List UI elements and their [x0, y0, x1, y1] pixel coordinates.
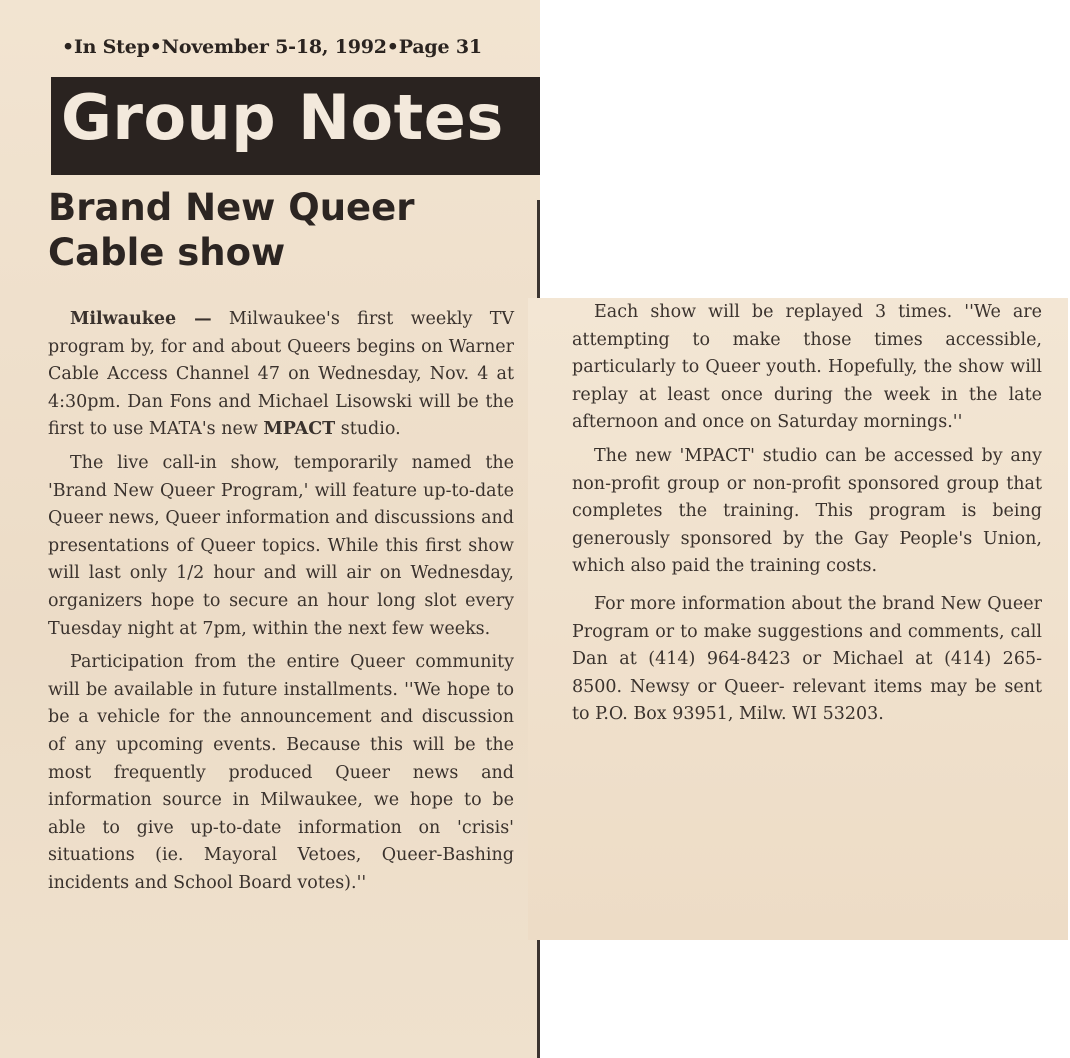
masthead: •In Step•November 5-18, 1992•Page 31	[62, 36, 482, 58]
headline	[48, 185, 518, 275]
paragraph-1-bold: MPACT	[263, 419, 336, 440]
paragraph-1	[48, 306, 514, 444]
paragraph-5: The new 'MPACT' studio can be accessed by any non-profit group or non-profit sponsored group that completes the training. This program is being generously sponsored by the Gay People's Union, which also paid the training costs.	[572, 445, 1042, 577]
headline-line-2: Cable show	[48, 231, 286, 274]
paragraph-3: Participation from the entire Queer community will be available in future installments. ''We hope to be a vehicle for the announcement and discussion of any upcoming events. Because this will be the most frequently produced Queer news and information source in Milwaukee, we hope to be able to give up-to-date information on 'crisis' situations (ie. Mayoral Vetoes, Queer-Bashing incidents and School Board votes).''	[48, 652, 514, 893]
headline-line-1: Brand New Queer	[48, 186, 415, 229]
article-column-left	[48, 306, 514, 903]
paragraph-2: The live call-in show, temporarily named the 'Brand New Queer Program,' will feature up-to-date Queer news, Queer information and discussions and presentations of Queer topics. While this first show will last only 1/2 hour and will air on Wednesday, organizers hope to secure an hour long slot every Tuesday night at 7pm, within the next few weeks.	[48, 452, 514, 639]
article-column-right	[572, 299, 1042, 735]
section-banner	[51, 77, 540, 175]
section-title: Group Notes	[61, 81, 504, 154]
paragraph-4: Each show will be replayed 3 times. ''We are attempting to make those times accessible, particularly to Queer youth. Hopefully, the show will replay at least once during the week in the late afternoon and once on Saturday mornings.''	[572, 302, 1042, 433]
paragraph-1-text-a: Milwaukee's first weekly TV program by, for and about Queers begins on Warner Cable Access Channel 47 on Wednesday, Nov. 4 at 4:30pm. Dan Fons and Michael Lisowski will be the first to use MATA's new	[48, 309, 515, 440]
paragraph-1-text-b: studio.	[335, 419, 401, 440]
dateline: Milwaukee —	[70, 309, 212, 329]
paragraph-6: For more information about the brand New Queer Program or to make suggestions and comments, call Dan at (414) 964-8423 or Michael at (414) 265-8500. Newsy or Queer- relevant items may be sent to P.O. Box 93951, Milw. WI 53203.	[572, 593, 1042, 725]
